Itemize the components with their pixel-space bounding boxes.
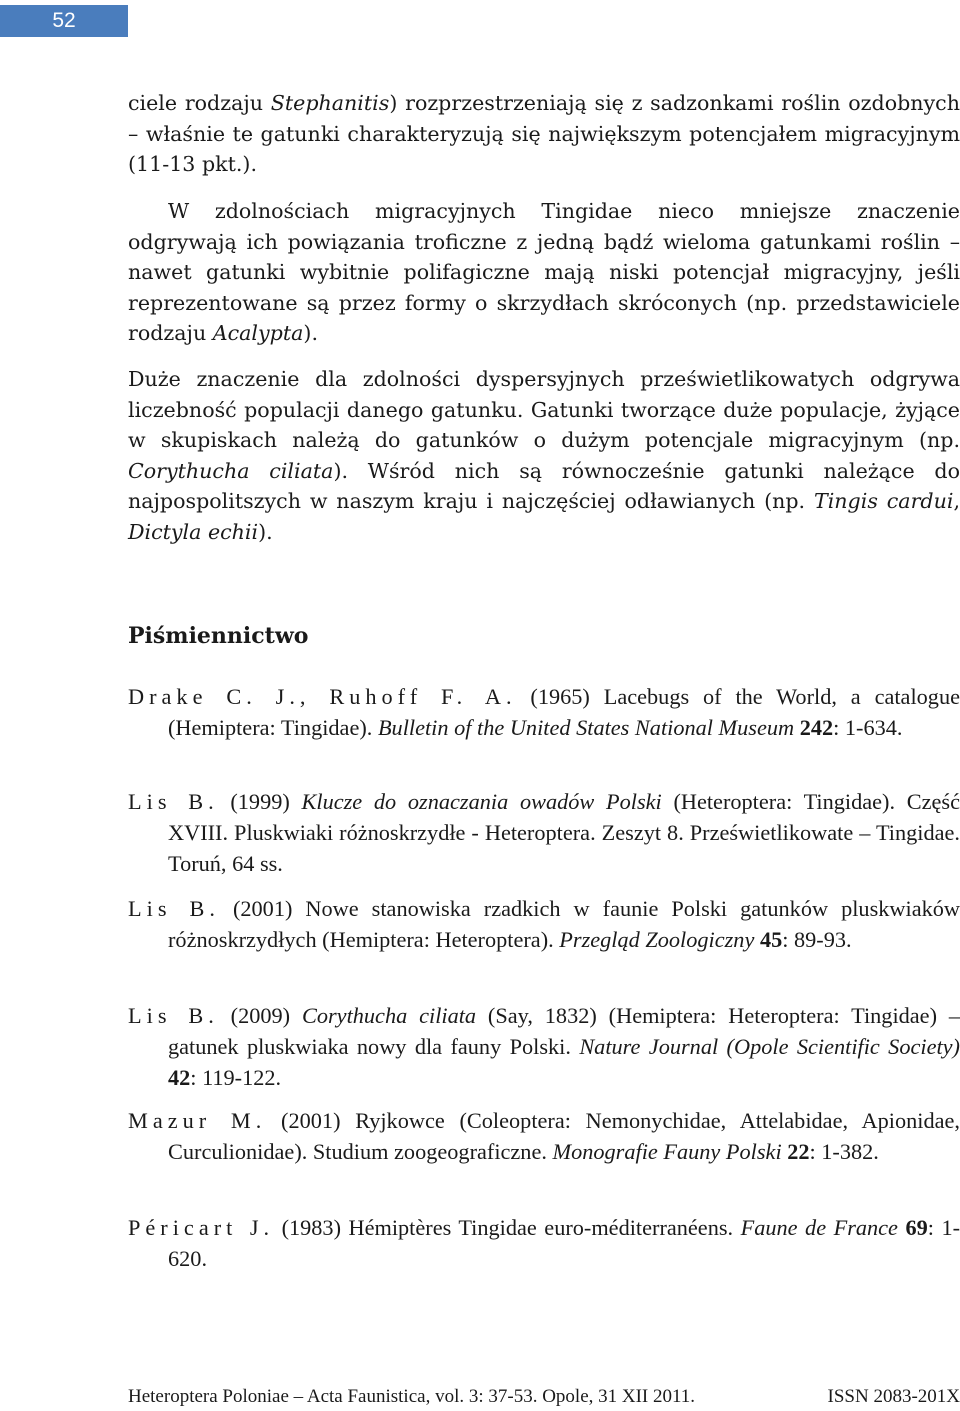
paragraph-3: Duże znaczenie dla zdolności dyspersyjnych prześwietlikowatych odgrywa liczebność populacji danego gatunku. Gatunki tworzące duże populacje, żyjące w skupiskach należą do gatunków o dużym potencjale migracyjnym (np. Corythucha ciliata). Wśród nich są równocześnie gatunki należące do najpospolitszych w naszym kraju i najczęściej odławianych (np. Tingis cardui, Dictyla echii). xyxy=(128,367,960,544)
page-footer xyxy=(128,1385,960,1409)
page-number: 52 xyxy=(0,5,128,37)
reference-item: Lis B. (2009) Corythucha ciliata (Say, 1832) (Hemiptera: Heteroptera: Tingidae) – gatunek pluskwiaka nowy dla fauny Polski. Nature Journal (Opole Scientific Society) 42: 119-122. xyxy=(128,1003,960,1090)
footer-journal: Heteroptera Poloniae – Acta Faunistica, vol. 3: 37-53. Opole, 31 XII 2011. xyxy=(128,1386,696,1407)
paragraph-1: ciele rodzaju Stephanitis) rozprzestrzeniają się z sadzonkami roślin ozdobnych – właśnie te gatunki charakteryzują się największym potencjałem migracyjnym (11-13 pkt.). xyxy=(128,91,960,177)
reference-item: Péricart J. (1983) Hémiptères Tingidae euro-méditerranéens. Faune de France 69: 1-620. xyxy=(128,1215,960,1271)
reference-item: Lis B. (2001) Nowe stanowiska rzadkich w faunie Polski gatunków pluskwiaków różnoskrzydłych (Hemiptera: Heteroptera). Przegląd Zoologiczny 45: 89-93. xyxy=(128,896,960,952)
paragraph-2: W zdolnościach migracyjnych Tingidae nieco mniejsze znaczenie odgrywają ich powiązania troficzne z jedną bądź wieloma gatunkami roślin – nawet gatunki wybitnie polifagiczne mają niski potencjał migracyjny, jeśli reprezentowane są przez formy o skrzydłach skróconych (np. przedstawiciele rodzaju Acalypta). xyxy=(128,199,960,346)
section-heading: Piśmiennictwo xyxy=(128,623,309,649)
reference-item: Drake C. J., Ruhoff F. A. (1965) Lacebugs of the World, a catalogue (Hemiptera: Tingidae). Bulletin of the United States National Museum 242: 1-634. xyxy=(128,684,960,740)
reference-item: Mazur M. (2001) Ryjkowce (Coleoptera: Nemonychidae, Attelabidae, Apionidae, Curculionidae). Studium zoogeograficzne. Monografie Fauny Polski 22: 1-382. xyxy=(128,1108,960,1164)
footer-issn: ISSN 2083-201X xyxy=(827,1386,960,1407)
reference-item: Lis B. (1999) Klucze do oznaczania owadów Polski (Heteroptera: Tingidae). Część XVIII. Pluskwiaki różnoskrzydłe - Heteroptera. Zeszyt 8. Prześwietlikowate – Tingidae. Toruń, 64 ss. xyxy=(128,789,960,876)
